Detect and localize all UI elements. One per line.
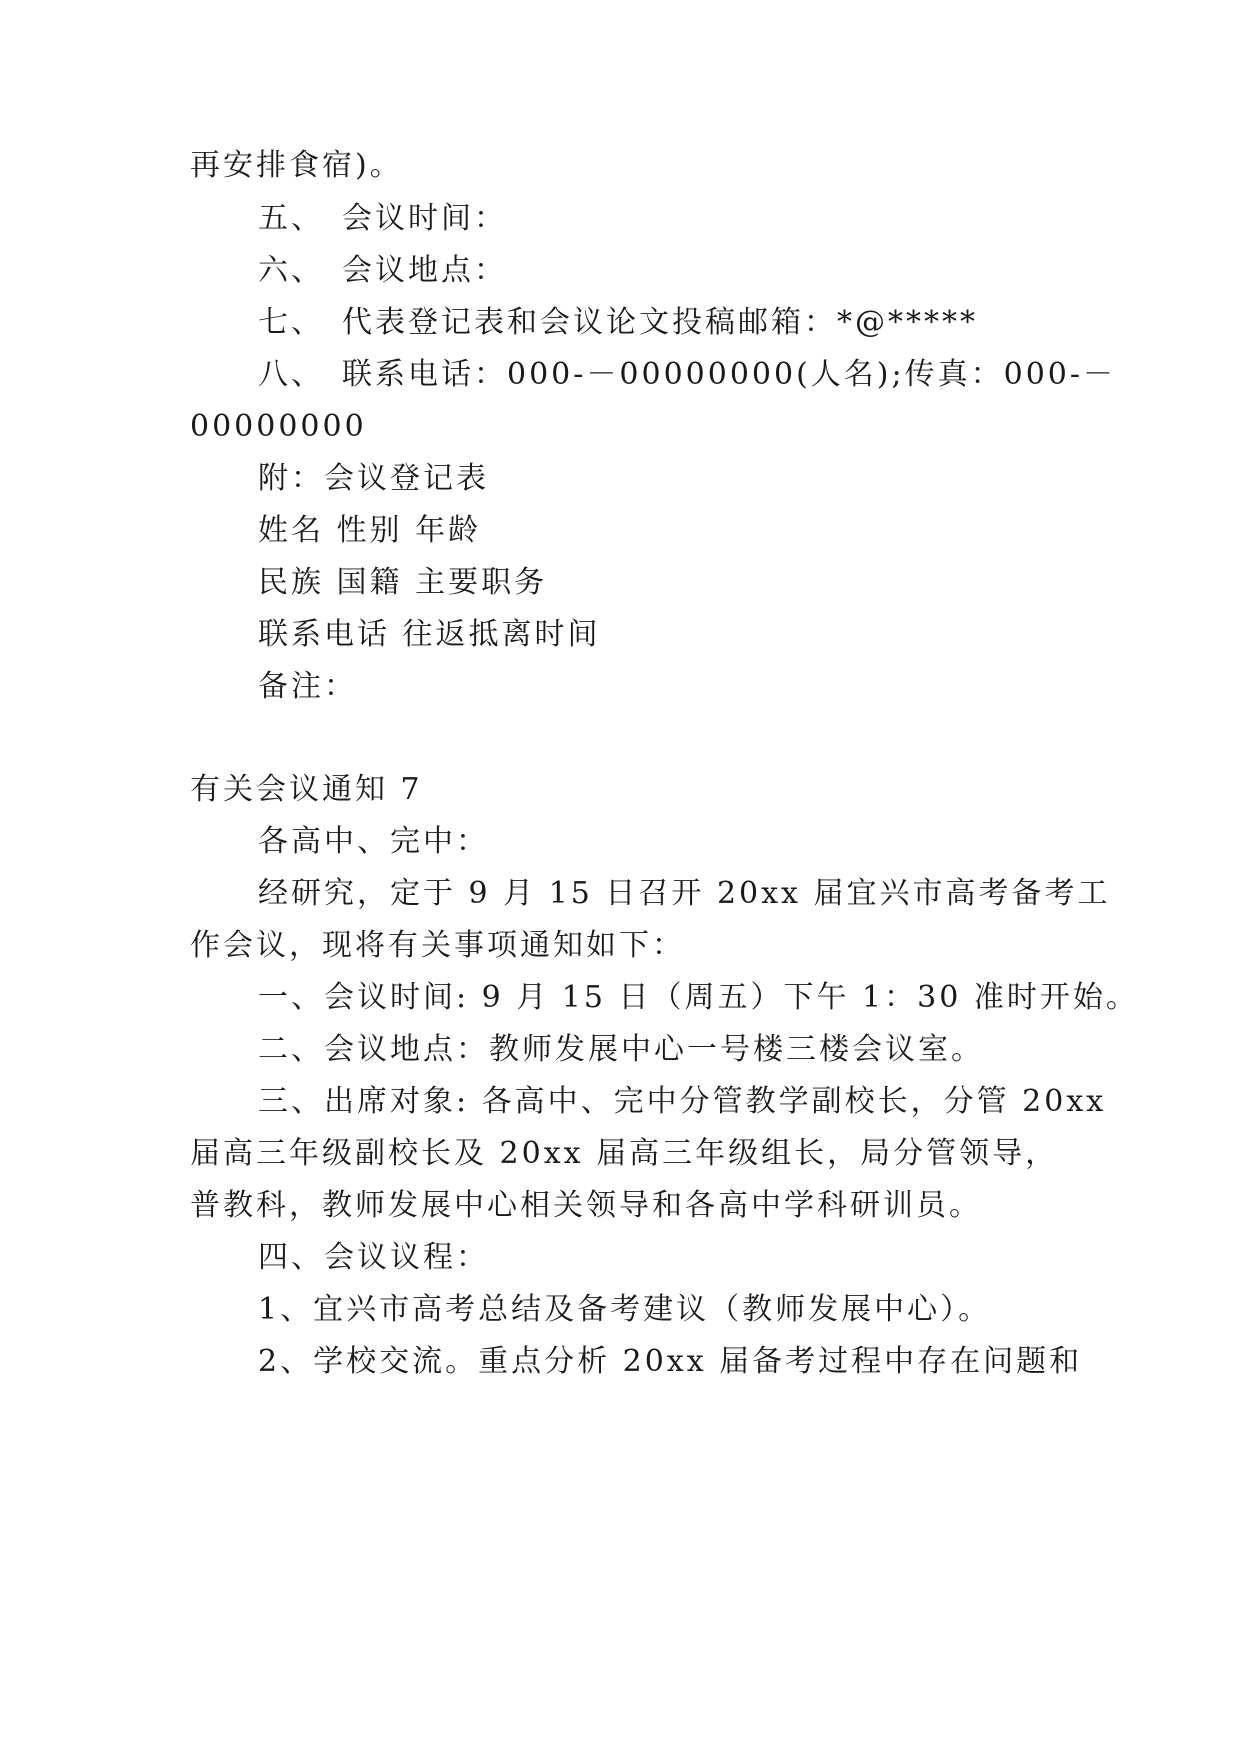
paragraph-line: 作会议，现将有关事项通知如下： <box>190 928 685 963</box>
appendix-heading: 附：会议登记表 <box>258 461 489 496</box>
list-item-6 <box>258 251 1138 291</box>
agenda-item: 2、学校交流。重点分析 20xx 届备考过程中存在问题和 <box>258 1344 1083 1379</box>
list-item-5 <box>258 199 1138 239</box>
salutation: 各高中、完中： <box>258 824 489 859</box>
item-text: 联系电话：000-－00000000(人名);传真：000-－ <box>342 357 1117 392</box>
item-number: 六、 <box>258 253 324 288</box>
agenda-item: 1、宜兴市高考总结及备考建议（教师发展中心）。 <box>258 1292 992 1327</box>
item-number: 八、 <box>258 357 324 392</box>
list-item-7 <box>258 303 1138 343</box>
list-item: 四、会议议程： <box>258 1240 489 1275</box>
form-row: 联系电话 往返抵离时间 <box>258 617 601 652</box>
list-item: 一、会议时间: 9 月 15 日（周五）下午 1：30 准时开始。 <box>258 980 1139 1015</box>
section-title: 有关会议通知 7 <box>190 772 423 807</box>
item-text: 代表登记表和会议论文投稿邮箱：*@***** <box>342 305 978 340</box>
form-row: 姓名 性别 年龄 <box>258 513 482 548</box>
item-text: 会议地点： <box>342 253 507 288</box>
list-item-8 <box>258 355 1138 395</box>
list-item: 三、出席对象: 各高中、完中分管教学副校长，分管 20xx <box>258 1084 1107 1119</box>
list-item: 二、会议地点：教师发展中心一号楼三楼会议室。 <box>258 1032 984 1067</box>
paragraph-line: 经研究，定于 9 月 15 日召开 20xx 届宜兴市高考备考工 <box>258 876 1111 911</box>
text-line: 再安排食宿)。 <box>190 148 403 183</box>
form-row: 民族 国籍 主要职务 <box>258 565 548 600</box>
paragraph-line: 届高三年级副校长及 20xx 届高三年级组长，局分管领导， <box>190 1136 1059 1171</box>
item-text: 会议时间： <box>342 201 507 236</box>
text-line: 00000000 <box>190 409 367 444</box>
paragraph-line: 普教科，教师发展中心相关领导和各高中学科研训员。 <box>190 1188 982 1223</box>
item-number: 五、 <box>258 201 324 236</box>
form-row: 备注： <box>258 669 357 704</box>
item-number: 七、 <box>258 305 324 340</box>
